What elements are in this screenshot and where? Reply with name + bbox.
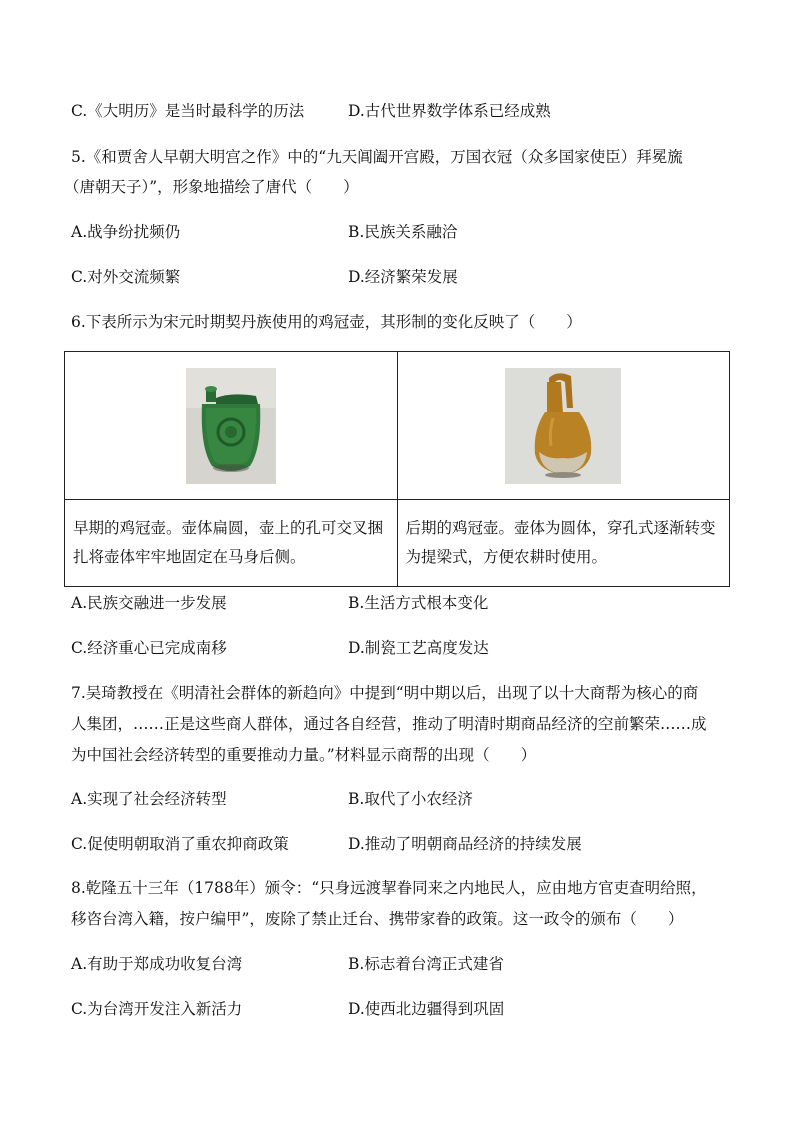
q6-late-description (397, 500, 730, 587)
q8-option-c[interactable]: C.为台湾开发注入新活力 (71, 1000, 243, 1018)
q7-option-a[interactable]: A.实现了社会经济转型 (71, 790, 227, 808)
q5-option-c[interactable]: C.对外交流频繁 (71, 268, 181, 286)
q5-option-d[interactable]: D.经济繁荣发展 (348, 268, 458, 286)
q6-late-image-cell (397, 352, 730, 500)
q7-option-b[interactable]: B.取代了小农经济 (348, 790, 473, 808)
q7-stem-line2: 人集团，……正是这些商人群体，通过各自经营，推动了明清时期商品经济的空前繁荣……成 (71, 715, 707, 733)
q6-early-image-cell (65, 352, 398, 500)
q5-option-a[interactable]: A.战争纷扰频仍 (71, 223, 181, 241)
q6-late-desc-line1: 后期的鸡冠壶。壶体为圆体，穿孔式逐渐转变 (405, 519, 716, 537)
early-cockscomb-pot-image (186, 368, 276, 484)
q6-early-desc-line2: 扎将壶体牢牢地固定在马身后侧。 (73, 548, 306, 566)
q6-option-a[interactable]: A.民族交融进一步发展 (71, 594, 227, 612)
q6-early-description (65, 500, 398, 587)
q7-option-c[interactable]: C.促使明朝取消了重农抑商政策 (71, 835, 289, 853)
q5-option-b[interactable]: B.民族关系融洽 (348, 223, 458, 241)
q8-option-d[interactable]: D.使西北边疆得到巩固 (348, 1000, 505, 1018)
q8-option-b[interactable]: B.标志着台湾正式建省 (348, 955, 504, 973)
q7-stem-line3: 为中国社会经济转型的重要推动力量。”材料显示商帮的出现（ ） (71, 746, 537, 764)
q4-option-c[interactable]: C.《大明历》是当时最科学的历法 (71, 102, 305, 120)
q6-late-desc-line2: 为提梁式，方便农耕时使用。 (405, 548, 608, 566)
late-cockscomb-pot-image (505, 368, 621, 484)
q6-early-desc-line1: 早期的鸡冠壶。壶体扁圆，壶上的孔可交叉捆 (73, 519, 384, 537)
q8-option-a[interactable]: A.有助于郑成功收复台湾 (71, 955, 243, 973)
q6-stem: 6.下表所示为宋元时期契丹族使用的鸡冠壶，其形制的变化反映了（ ） (71, 313, 582, 331)
q6-comparison-table (64, 351, 730, 587)
q6-option-d[interactable]: D.制瓷工艺高度发达 (348, 639, 489, 657)
q5-stem-line2: （唐朝天子）”，形象地描绘了唐代（ ） (64, 178, 359, 196)
q7-option-d[interactable]: D.推动了明朝商品经济的持续发展 (348, 835, 582, 853)
q5-stem-line1: 5.《和贾舍人早朝大明宫之作》中的“九天阊阖开宫殿，万国衣冠（众多国家使臣）拜冕旒 (71, 148, 683, 166)
q4-option-d[interactable]: D.古代世界数学体系已经成熟 (348, 102, 551, 120)
q8-stem-line1: 8.乾隆五十三年（1788年）颁令：“只身远渡挈眷同来之内地民人，应由地方官吏查明给照， (71, 879, 707, 897)
q6-option-c[interactable]: C.经济重心已完成南移 (71, 639, 227, 657)
q7-stem-line1: 7.吴琦教授在《明清社会群体的新趋向》中提到“明中期以后，出现了以十大商帮为核心的商 (71, 684, 699, 702)
q6-option-b[interactable]: B.生活方式根本变化 (348, 594, 489, 612)
q8-stem-line2: 移咨台湾入籍，按户编甲”，废除了禁止迁台、携带家眷的政策。这一政令的颁布（ ） (71, 910, 684, 928)
